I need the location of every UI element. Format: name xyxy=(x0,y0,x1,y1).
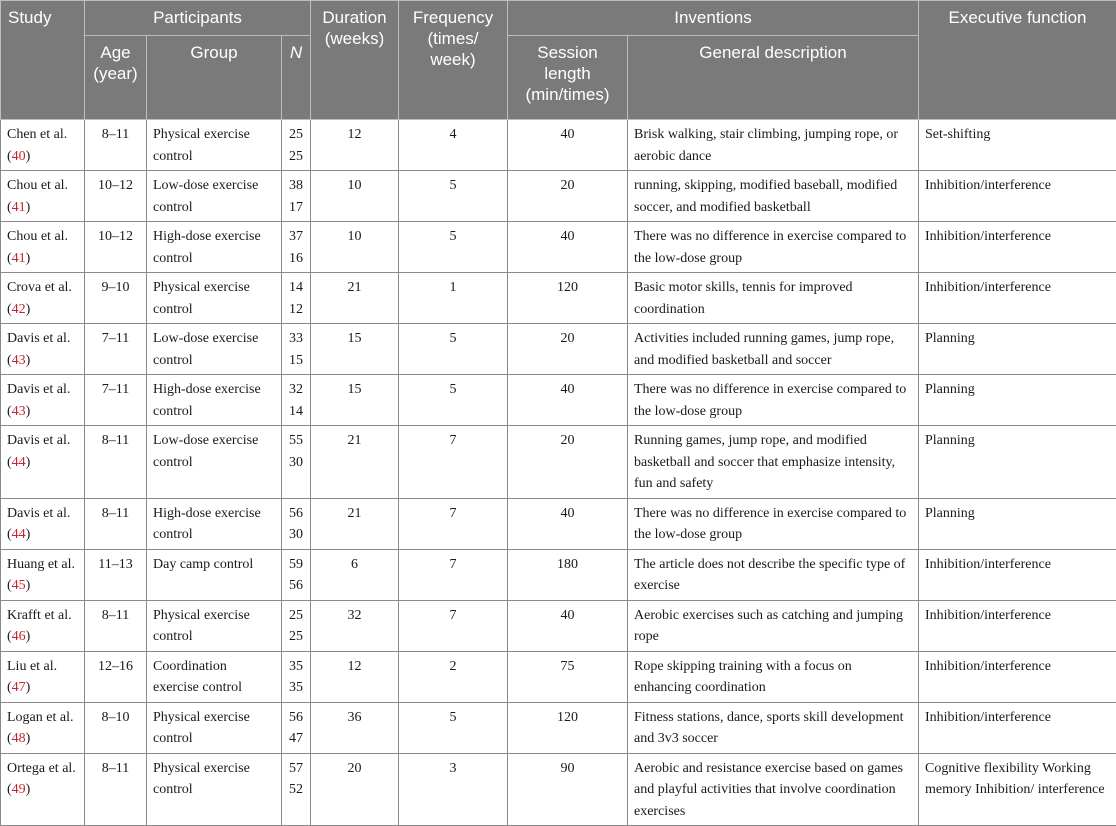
study-author: Chou et al. xyxy=(7,178,68,193)
group-cell xyxy=(147,120,282,171)
duration-cell xyxy=(311,171,399,222)
session-cell xyxy=(508,651,628,702)
study-cell: Liu et al. (47) xyxy=(1,651,85,702)
frequency-value: 7 xyxy=(450,557,457,572)
session-value: 20 xyxy=(561,331,575,346)
age-cell xyxy=(85,222,147,273)
table-row xyxy=(1,702,1116,753)
header-n: N xyxy=(282,36,311,120)
group-line-2: control xyxy=(153,251,193,266)
description-text: Rope skipping training with a focus on enhancing coordination xyxy=(634,659,852,696)
study-ref: 48 xyxy=(12,731,26,746)
age-cell xyxy=(85,120,147,171)
study-cell: Davis et al. (44) xyxy=(1,498,85,549)
duration-value: 32 xyxy=(348,608,362,623)
session-cell xyxy=(508,426,628,499)
age-cell xyxy=(85,600,147,651)
frequency-value: 7 xyxy=(450,608,457,623)
duration-value: 20 xyxy=(348,761,362,776)
duration-value: 21 xyxy=(348,433,362,448)
frequency-cell xyxy=(399,600,508,651)
ef-cell xyxy=(919,273,1116,324)
study-ref: 44 xyxy=(12,527,26,542)
ef-text: Inhibition/interference xyxy=(925,659,1051,674)
description-text: Running games, jump rope, and modified basketball and soccer that emphasize intensity, fun and safety xyxy=(634,433,895,491)
age-cell xyxy=(85,426,147,499)
session-cell xyxy=(508,120,628,171)
group-line-2: control xyxy=(153,629,193,644)
n-value-1: 57 xyxy=(289,761,303,776)
frequency-cell xyxy=(399,549,508,600)
header-study: Study xyxy=(1,1,85,120)
session-value: 120 xyxy=(557,280,578,295)
description-cell xyxy=(628,375,919,426)
study-cell: Huang et al. (45) xyxy=(1,549,85,600)
duration-value: 21 xyxy=(348,506,362,521)
frequency-value: 7 xyxy=(450,506,457,521)
header-duration: Duration (weeks) xyxy=(311,1,399,120)
n-cell xyxy=(282,651,311,702)
frequency-cell xyxy=(399,324,508,375)
group-line-2: exercise control xyxy=(153,680,242,695)
age-cell xyxy=(85,375,147,426)
age-value: 8–11 xyxy=(102,506,129,521)
study-ref: 49 xyxy=(12,782,26,797)
frequency-value: 5 xyxy=(450,382,457,397)
group-line-1: Low-dose exercise xyxy=(153,331,258,346)
session-cell xyxy=(508,702,628,753)
table-row xyxy=(1,426,1116,499)
ef-cell xyxy=(919,549,1116,600)
frequency-value: 3 xyxy=(450,761,457,776)
frequency-cell xyxy=(399,702,508,753)
n-value-1: 32 xyxy=(289,382,303,397)
ef-cell xyxy=(919,600,1116,651)
age-cell xyxy=(85,273,147,324)
n-value-1: 38 xyxy=(289,178,303,193)
description-text: The article does not describe the specific type of exercise xyxy=(634,557,905,594)
table-header xyxy=(1,1,1116,120)
header-participants: Participants xyxy=(85,1,311,36)
study-author: Liu et al. xyxy=(7,659,57,674)
header-frequency: Frequency (times/ week) xyxy=(399,1,508,120)
group-line-2: control xyxy=(153,404,193,419)
ef-text: Planning xyxy=(925,331,975,346)
study-ref: 41 xyxy=(12,200,26,215)
duration-value: 6 xyxy=(351,557,358,572)
description-cell xyxy=(628,549,919,600)
ef-text: Inhibition/interference xyxy=(925,280,1051,295)
description-cell xyxy=(628,171,919,222)
duration-value: 15 xyxy=(348,331,362,346)
duration-value: 12 xyxy=(348,127,362,142)
study-cell: Crova et al. (42) xyxy=(1,273,85,324)
frequency-cell xyxy=(399,498,508,549)
n-value-1: 56 xyxy=(289,506,303,521)
age-cell xyxy=(85,549,147,600)
study-author: Davis et al. xyxy=(7,506,70,521)
age-value: 10–12 xyxy=(98,178,133,193)
study-ref: 40 xyxy=(12,149,26,164)
study-author: Logan et al. xyxy=(7,710,73,725)
session-cell xyxy=(508,222,628,273)
study-author: Davis et al. xyxy=(7,382,70,397)
age-value: 11–13 xyxy=(98,557,132,572)
age-value: 12–16 xyxy=(98,659,133,674)
study-ref: 45 xyxy=(12,578,26,593)
table-row xyxy=(1,375,1116,426)
frequency-value: 1 xyxy=(450,280,457,295)
age-cell xyxy=(85,498,147,549)
ef-cell xyxy=(919,426,1116,499)
description-text: Basic motor skills, tennis for improved coordination xyxy=(634,280,853,317)
group-line-2: control xyxy=(153,149,193,164)
description-text: There was no difference in exercise compared to the low-dose group xyxy=(634,229,906,266)
group-cell xyxy=(147,702,282,753)
frequency-cell xyxy=(399,120,508,171)
table-row xyxy=(1,273,1116,324)
group-line-2: control xyxy=(153,455,193,470)
description-cell xyxy=(628,273,919,324)
frequency-value: 5 xyxy=(450,178,457,193)
age-value: 7–11 xyxy=(102,331,129,346)
ef-cell xyxy=(919,702,1116,753)
description-cell xyxy=(628,600,919,651)
group-line-1: Physical exercise xyxy=(153,280,250,295)
frequency-cell xyxy=(399,426,508,499)
duration-value: 15 xyxy=(348,382,362,397)
ef-cell xyxy=(919,498,1116,549)
n-value-2: 47 xyxy=(289,731,303,746)
header-group: Group xyxy=(147,36,282,120)
table-row xyxy=(1,324,1116,375)
ef-text: Inhibition/interference xyxy=(925,710,1051,725)
ef-text: Planning xyxy=(925,433,975,448)
study-cell: Ortega et al. (49) xyxy=(1,753,85,826)
n-cell xyxy=(282,171,311,222)
description-text: Fitness stations, dance, sports skill development and 3v3 soccer xyxy=(634,710,903,747)
n-cell xyxy=(282,600,311,651)
duration-value: 10 xyxy=(348,178,362,193)
ef-text: Planning xyxy=(925,382,975,397)
n-value-1: 37 xyxy=(289,229,303,244)
age-value: 8–11 xyxy=(102,433,129,448)
session-value: 120 xyxy=(557,710,578,725)
session-cell xyxy=(508,600,628,651)
duration-cell xyxy=(311,273,399,324)
header-executive-function: Executive function xyxy=(919,1,1116,120)
ef-cell xyxy=(919,324,1116,375)
duration-cell xyxy=(311,324,399,375)
group-cell xyxy=(147,600,282,651)
n-value-2: 35 xyxy=(289,680,303,695)
description-cell xyxy=(628,426,919,499)
group-cell xyxy=(147,171,282,222)
ef-cell xyxy=(919,375,1116,426)
description-cell xyxy=(628,702,919,753)
description-text: Aerobic and resistance exercise based on games and playful activities that involve coordination exercises xyxy=(634,761,903,819)
age-cell xyxy=(85,651,147,702)
frequency-value: 5 xyxy=(450,710,457,725)
group-cell xyxy=(147,498,282,549)
study-author: Chen et al. xyxy=(7,127,67,142)
group-cell xyxy=(147,273,282,324)
study-cell: Chou et al. (41) xyxy=(1,222,85,273)
description-cell xyxy=(628,222,919,273)
group-line-1: Low-dose exercise xyxy=(153,433,258,448)
age-cell xyxy=(85,171,147,222)
description-cell xyxy=(628,651,919,702)
duration-cell xyxy=(311,498,399,549)
n-value-2: 30 xyxy=(289,527,303,542)
session-value: 180 xyxy=(557,557,578,572)
session-cell xyxy=(508,273,628,324)
description-text: running, skipping, modified baseball, modified soccer, and modified basketball xyxy=(634,178,897,215)
group-cell xyxy=(147,651,282,702)
ef-text: Inhibition/interference xyxy=(925,178,1051,193)
age-value: 10–12 xyxy=(98,229,133,244)
duration-value: 21 xyxy=(348,280,362,295)
n-value-2: 14 xyxy=(289,404,303,419)
age-cell xyxy=(85,702,147,753)
n-value-1: 14 xyxy=(289,280,303,295)
group-line-2: control xyxy=(153,782,193,797)
study-cell: Chen et al. (40) xyxy=(1,120,85,171)
group-cell xyxy=(147,426,282,499)
study-ref: 43 xyxy=(12,404,26,419)
n-cell xyxy=(282,702,311,753)
study-author: Davis et al. xyxy=(7,433,70,448)
duration-cell xyxy=(311,375,399,426)
n-value-2: 16 xyxy=(289,251,303,266)
duration-cell xyxy=(311,702,399,753)
table-row xyxy=(1,120,1116,171)
age-cell xyxy=(85,324,147,375)
duration-cell xyxy=(311,600,399,651)
frequency-value: 7 xyxy=(450,433,457,448)
session-value: 40 xyxy=(561,229,575,244)
age-value: 8–10 xyxy=(102,710,130,725)
n-cell xyxy=(282,549,311,600)
ef-text: Inhibition/interference xyxy=(925,608,1051,623)
session-value: 40 xyxy=(561,506,575,521)
study-cell: Krafft et al. (46) xyxy=(1,600,85,651)
n-cell xyxy=(282,375,311,426)
n-value-2: 52 xyxy=(289,782,303,797)
study-ref: 43 xyxy=(12,353,26,368)
session-value: 20 xyxy=(561,433,575,448)
description-cell xyxy=(628,120,919,171)
group-line-1: High-dose exercise xyxy=(153,229,261,244)
header-inventions: Inventions xyxy=(508,1,919,36)
n-value-1: 33 xyxy=(289,331,303,346)
group-line-2: control xyxy=(153,731,193,746)
frequency-cell xyxy=(399,375,508,426)
session-value: 40 xyxy=(561,608,575,623)
session-value: 90 xyxy=(561,761,575,776)
ef-text: Cognitive flexibility Working memory Inhibition/ interference xyxy=(925,761,1105,798)
group-cell xyxy=(147,324,282,375)
description-text: Aerobic exercises such as catching and jumping rope xyxy=(634,608,903,645)
frequency-cell xyxy=(399,171,508,222)
n-value-2: 25 xyxy=(289,629,303,644)
n-cell xyxy=(282,222,311,273)
n-value-2: 25 xyxy=(289,149,303,164)
study-ref: 46 xyxy=(12,629,26,644)
study-ref: 44 xyxy=(12,455,26,470)
study-ref: 41 xyxy=(12,251,26,266)
n-cell xyxy=(282,273,311,324)
n-value-1: 56 xyxy=(289,710,303,725)
ef-cell xyxy=(919,651,1116,702)
group-line-1: High-dose exercise xyxy=(153,382,261,397)
description-text: Activities included running games, jump rope, and modified basketball and soccer xyxy=(634,331,894,368)
study-cell: Chou et al. (41) xyxy=(1,171,85,222)
group-line-2: control xyxy=(153,353,193,368)
duration-cell xyxy=(311,426,399,499)
ef-text: Inhibition/interference xyxy=(925,557,1051,572)
n-value-1: 25 xyxy=(289,608,303,623)
age-value: 9–10 xyxy=(102,280,130,295)
description-cell xyxy=(628,498,919,549)
n-value-2: 56 xyxy=(289,578,303,593)
n-value-2: 17 xyxy=(289,200,303,215)
table-row xyxy=(1,171,1116,222)
group-line-2: control xyxy=(153,302,193,317)
table-row xyxy=(1,651,1116,702)
frequency-value: 5 xyxy=(450,331,457,346)
study-author: Crova et al. xyxy=(7,280,72,295)
session-cell xyxy=(508,324,628,375)
frequency-value: 5 xyxy=(450,229,457,244)
study-cell: Logan et al. (48) xyxy=(1,702,85,753)
table-row xyxy=(1,600,1116,651)
header-age: Age (year) xyxy=(85,36,147,120)
frequency-cell xyxy=(399,273,508,324)
n-value-1: 59 xyxy=(289,557,303,572)
n-value-1: 55 xyxy=(289,433,303,448)
n-cell xyxy=(282,120,311,171)
study-ref: 42 xyxy=(12,302,26,317)
header-session-length: Session length (min/times) xyxy=(508,36,628,120)
session-cell xyxy=(508,171,628,222)
session-cell xyxy=(508,549,628,600)
session-value: 40 xyxy=(561,382,575,397)
frequency-value: 2 xyxy=(450,659,457,674)
study-author: Huang et al. xyxy=(7,557,75,572)
n-value-2: 15 xyxy=(289,353,303,368)
n-value-2: 12 xyxy=(289,302,303,317)
study-author: Chou et al. xyxy=(7,229,68,244)
age-value: 7–11 xyxy=(102,382,129,397)
group-line-1: Coordination xyxy=(153,659,227,674)
table-row xyxy=(1,549,1116,600)
n-cell xyxy=(282,498,311,549)
session-value: 20 xyxy=(561,178,575,193)
study-author: Ortega et al. xyxy=(7,761,76,776)
group-line-2: control xyxy=(153,200,193,215)
description-text: Brisk walking, stair climbing, jumping rope, or aerobic dance xyxy=(634,127,898,164)
group-line-1: High-dose exercise xyxy=(153,506,261,521)
ef-cell xyxy=(919,222,1116,273)
description-text: There was no difference in exercise compared to the low-dose group xyxy=(634,382,906,419)
table-body xyxy=(1,120,1116,826)
study-author: Davis et al. xyxy=(7,331,70,346)
frequency-cell xyxy=(399,651,508,702)
group-line-1: Physical exercise xyxy=(153,710,250,725)
n-value-2: 30 xyxy=(289,455,303,470)
session-value: 40 xyxy=(561,127,575,142)
duration-cell xyxy=(311,120,399,171)
group-cell xyxy=(147,375,282,426)
group-cell xyxy=(147,549,282,600)
ef-cell xyxy=(919,120,1116,171)
n-cell xyxy=(282,426,311,499)
age-value: 8–11 xyxy=(102,608,129,623)
group-line-1: Physical exercise xyxy=(153,127,250,142)
group-cell xyxy=(147,222,282,273)
ef-text: Set-shifting xyxy=(925,127,990,142)
frequency-cell xyxy=(399,222,508,273)
duration-cell xyxy=(311,222,399,273)
ef-text: Inhibition/interference xyxy=(925,229,1051,244)
session-cell xyxy=(508,375,628,426)
study-cell: Davis et al. (43) xyxy=(1,324,85,375)
group-line-1: Physical exercise xyxy=(153,761,250,776)
description-text: There was no difference in exercise compared to the low-dose group xyxy=(634,506,906,543)
description-cell xyxy=(628,324,919,375)
frequency-value: 4 xyxy=(450,127,457,142)
group-line-1: Low-dose exercise xyxy=(153,178,258,193)
age-value: 8–11 xyxy=(102,127,129,142)
duration-value: 12 xyxy=(348,659,362,674)
header-general-description: General description xyxy=(628,36,919,120)
table-row xyxy=(1,222,1116,273)
session-value: 75 xyxy=(561,659,575,674)
n-cell xyxy=(282,324,311,375)
duration-cell xyxy=(311,651,399,702)
group-line-1: Day camp control xyxy=(153,557,253,572)
study-author: Krafft et al. xyxy=(7,608,72,623)
ef-cell xyxy=(919,171,1116,222)
study-ref: 47 xyxy=(12,680,26,695)
study-cell: Davis et al. (44) xyxy=(1,426,85,499)
session-cell xyxy=(508,498,628,549)
duration-cell xyxy=(311,549,399,600)
table-row xyxy=(1,498,1116,549)
duration-value: 36 xyxy=(348,710,362,725)
age-value: 8–11 xyxy=(102,761,129,776)
ef-text: Planning xyxy=(925,506,975,521)
duration-value: 10 xyxy=(348,229,362,244)
n-value-1: 25 xyxy=(289,127,303,142)
group-line-2: control xyxy=(153,527,193,542)
study-cell: Davis et al. (43) xyxy=(1,375,85,426)
n-value-1: 35 xyxy=(289,659,303,674)
group-line-1: Physical exercise xyxy=(153,608,250,623)
